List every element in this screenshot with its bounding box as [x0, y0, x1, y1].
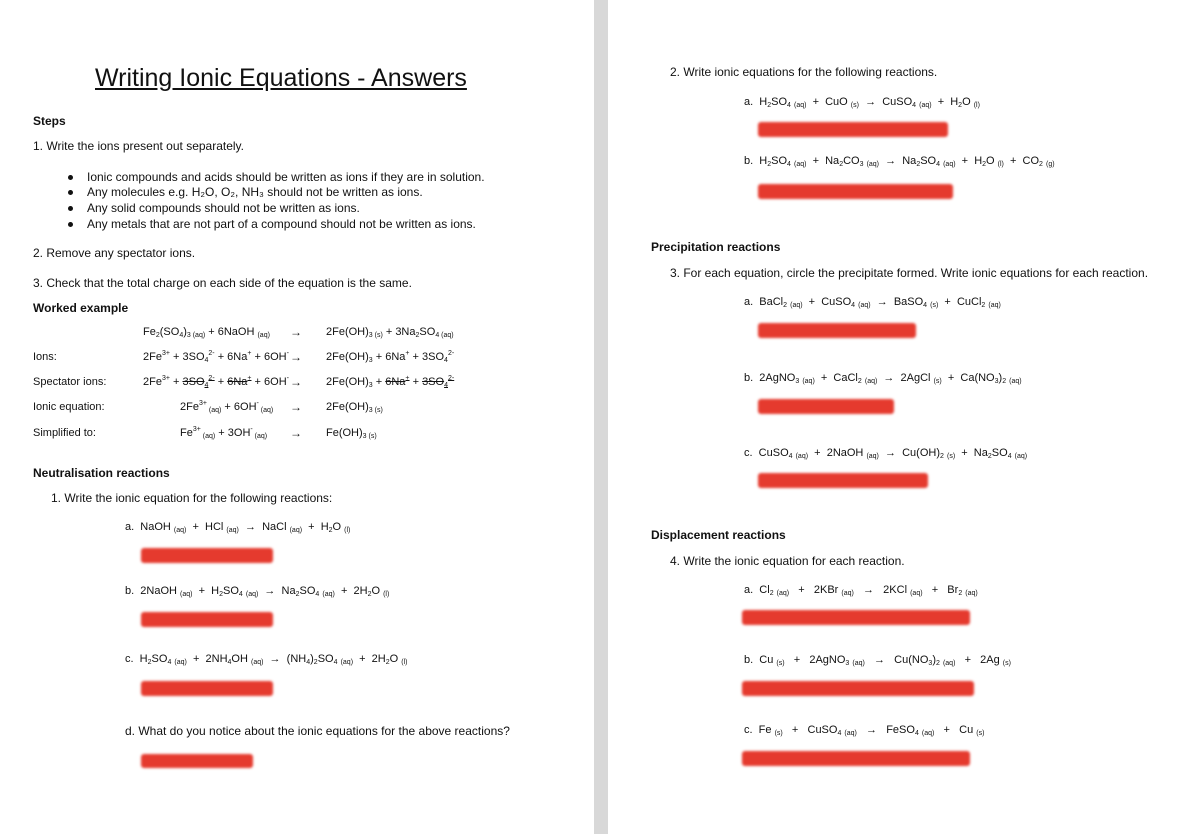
- neutralisation-q1: 1. Write the ionic equation for the following reactions:: [51, 491, 333, 505]
- worked-example-heading: Worked example: [33, 301, 129, 315]
- neutralisation-heading: Neutralisation reactions: [33, 466, 170, 480]
- equation-a: a. NaOH (aq) + HCl (aq) → NaCl (aq) + H2O (l): [125, 521, 351, 534]
- equation-c: c. H2SO4 (aq) + 2NH4OH (aq) → (NH4)2SO4 (aq) + 2H2O (l): [125, 653, 408, 666]
- question-4: 4. Write the ionic equation for each reaction.: [670, 554, 905, 568]
- redacted-answer: [742, 610, 970, 625]
- redacted-answer: [742, 681, 974, 696]
- worked-ions-products: $2Fe(OH)3 + 6Na^+ + 3SO4^{2-}$: [326, 350, 455, 364]
- worked-spectator-products: $2Fe(OH)3 + 6Na^+ + 3SO4^{2-}$: [326, 375, 455, 389]
- precipitation-heading: Precipitation reactions: [651, 240, 781, 254]
- redacted-answer: [141, 612, 273, 627]
- redacted-answer: [758, 473, 928, 488]
- page-title: Writing Ionic Equations - Answers: [95, 64, 467, 92]
- bullet-item: Ionic compounds and acids should be written as ions if they are in solution.: [68, 170, 485, 184]
- worked-products: 2Fe(OH)3 (s) + 3Na2SO4 (aq): [326, 326, 454, 339]
- worked-ionic-reactants: $2Fe^{3+}$ (aq) + 6OH- (aq): [180, 400, 274, 414]
- bullet-item: Any solid compounds should not be written as ions.: [68, 201, 360, 215]
- worked-ionic-products: 2Fe(OH)3 (s): [326, 401, 383, 414]
- question-2: 2. Write ionic equations for the following reactions.: [670, 65, 938, 79]
- label-simplified: Simplified to:: [33, 427, 96, 439]
- arrow-icon: →: [290, 350, 302, 364]
- right-page: [608, 0, 1200, 834]
- equation-3b: b. 2AgNO3 (aq) + CaCl2 (aq) → 2AgCl (s) + Ca(NO3)2 (aq): [744, 372, 1022, 385]
- bullet-item: Any molecules e.g. H₂O, O₂, NH₃ should not be written as ions.: [68, 185, 423, 199]
- worked-simplified-reactants: $Fe^{3+}$ (aq) + 3OH- (aq): [180, 426, 268, 440]
- equation-3c: c. CuSO4 (aq) + 2NaOH (aq) → Cu(OH)2 (s) + Na2SO4 (aq): [744, 447, 1028, 460]
- bullet-item: Any metals that are not part of a compound should not be written as ions.: [68, 217, 476, 231]
- displacement-heading: Displacement reactions: [651, 528, 786, 542]
- worked-ions-reactants: $2Fe^{3+} + 3SO4^{2-} + 6Na^+ + 6OH^-$: [143, 350, 289, 364]
- equation-3a: a. BaCl2 (aq) + CuSO4 (aq) → BaSO4 (s) + CuCl2 (aq): [744, 296, 1001, 309]
- worked-equation-full: Fe2(SO4)3 (aq) + 6NaOH (aq): [143, 326, 270, 339]
- redacted-answer: [141, 681, 273, 696]
- arrow-icon: →: [290, 400, 302, 414]
- equation-4b: b. Cu (s) + 2AgNO3 (aq) → Cu(NO3)2 (aq) + 2Ag (s): [744, 654, 1011, 667]
- equation-4a: a. Cl2 (aq) + 2KBr (aq) → 2KCl (aq) + Br2 (aq): [744, 584, 978, 597]
- label-spectator-ions: Spectator ions:: [33, 376, 107, 388]
- label-ionic-equation: Ionic equation:: [33, 401, 105, 413]
- arrow-icon: →: [290, 325, 302, 339]
- worked-spectator-reactants: $2Fe^{3+} + 3SO4^{2-} + 6Na^+ + 6OH^-$: [143, 375, 289, 389]
- equation-2a: a. H2SO4 (aq) + CuO (s) → CuSO4 (aq) + H2O (l): [744, 96, 980, 109]
- redacted-answer: [141, 754, 253, 768]
- redacted-answer: [758, 399, 894, 414]
- left-page: [0, 0, 594, 834]
- redacted-answer: [758, 122, 948, 137]
- label-ions: Ions:: [33, 351, 57, 363]
- arrow-icon: →: [290, 375, 302, 389]
- page-gutter: [594, 0, 608, 834]
- redacted-answer: [742, 751, 970, 766]
- question-3: 3. For each equation, circle the precipitate formed. Write ionic equations for each reaction.: [670, 266, 1149, 280]
- worked-simplified-products: Fe(OH)3 (s): [326, 427, 377, 440]
- equation-2b: b. H2SO4 (aq) + Na2CO3 (aq) → Na2SO4 (aq) + H2O (l) + CO2 (g): [744, 155, 1055, 168]
- equation-4c: c. Fe (s) + CuSO4 (aq) → FeSO4 (aq) + Cu (s): [744, 724, 985, 737]
- step-3: 3. Check that the total charge on each side of the equation is the same.: [33, 276, 412, 290]
- equation-b: b. 2NaOH (aq) + H2SO4 (aq) → Na2SO4 (aq) + 2H2O (l): [125, 585, 390, 598]
- redacted-answer: [758, 323, 916, 338]
- redacted-answer: [141, 548, 273, 563]
- neutralisation-d: d. What do you notice about the ionic equations for the above reactions?: [125, 724, 510, 738]
- steps-heading: Steps: [33, 114, 66, 128]
- redacted-answer: [758, 184, 953, 199]
- step-1: 1. Write the ions present out separately.: [33, 139, 245, 153]
- step-2: 2. Remove any spectator ions.: [33, 246, 196, 260]
- arrow-icon: →: [290, 426, 302, 440]
